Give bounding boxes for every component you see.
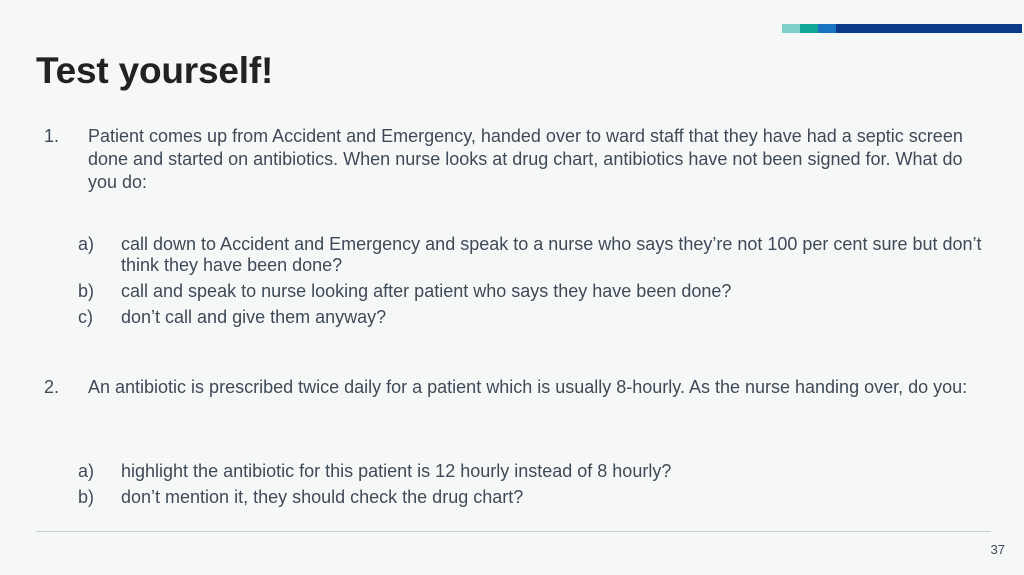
option-text: don’t call and give them anyway? [121, 307, 387, 327]
option-letter: a) [78, 461, 95, 481]
option-text: call down to Accident and Emergency and speak to a nurse who says they’re not 100 per cent sure but don’t think they have been done? [121, 234, 982, 275]
question-number: 2. [44, 377, 60, 397]
question-2-option-b [78, 487, 1008, 508]
question-1-option-a [78, 234, 1008, 276]
accent-bar [782, 24, 1022, 33]
footer-divider [36, 531, 991, 532]
question-1 [44, 125, 989, 194]
option-text: don’t mention it, they should check the drug chart? [121, 487, 524, 507]
accent-segment-3 [818, 24, 836, 33]
question-2 [44, 376, 989, 399]
question-text: An antibiotic is prescribed twice daily for a patient which is usually 8-hourly. As the nurse handing over, do you: [88, 377, 968, 397]
question-number: 1. [44, 126, 60, 146]
question-1-option-c [78, 307, 1008, 328]
slide-title: Test yourself! [36, 50, 274, 91]
accent-segment-2 [800, 24, 818, 33]
option-text: call and speak to nurse looking after patient who says they have been done? [121, 281, 732, 301]
option-letter: a) [78, 234, 95, 254]
accent-segment-1 [782, 24, 800, 33]
option-letter: b) [78, 487, 95, 507]
option-text: highlight the antibiotic for this patient is 12 hourly instead of 8 hourly? [121, 461, 672, 481]
option-letter: c) [78, 307, 93, 327]
accent-segment-4 [836, 24, 1022, 33]
question-1-option-b [78, 281, 1008, 302]
option-letter: b) [78, 281, 95, 301]
page-number: 37 [990, 542, 1005, 557]
question-2-option-a [78, 461, 1008, 482]
question-text: Patient comes up from Accident and Emergency, handed over to ward staff that they have had a septic screen done and started on antibiotics. When nurse looks at drug chart, antibiotics have not been signed for. What do you do: [88, 126, 963, 192]
